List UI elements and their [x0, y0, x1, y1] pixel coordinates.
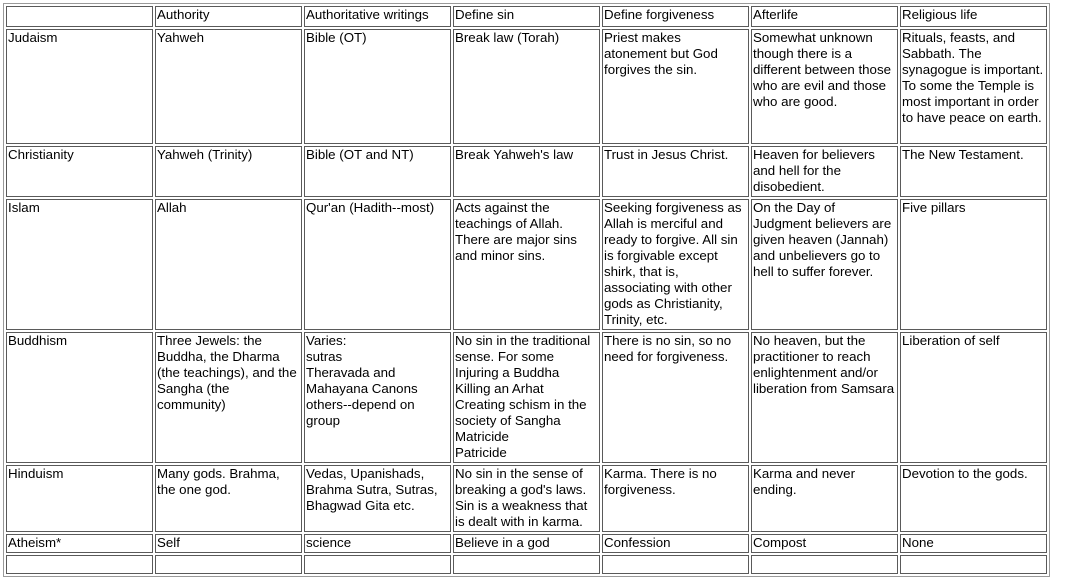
religion-comparison-table: [3, 3, 1050, 577]
cell-religion[interactable]: Judaism: [6, 29, 153, 144]
cell-forgiveness[interactable]: Confession: [602, 534, 749, 553]
cell-forgiveness[interactable]: There is no sin, so no need for forgiveness.: [602, 332, 749, 463]
cell-forgiveness[interactable]: Seeking forgiveness as Allah is merciful and ready to forgive. All sin is forgivable except shirk, that is, associating with other gods as Christianity, Trinity, etc.: [602, 199, 749, 330]
header-cell-blank[interactable]: [6, 6, 153, 27]
table-row-christianity: [6, 146, 1047, 197]
cell-empty[interactable]: [751, 555, 898, 574]
cell-writings[interactable]: Vedas, Upanishads, Brahma Sutra, Sutras, Bhagwad Gita etc.: [304, 465, 451, 532]
cell-forgiveness[interactable]: Priest makes atonement but God forgives the sin.: [602, 29, 749, 144]
table-row-buddhism: [6, 332, 1047, 463]
cell-religious-life[interactable]: Rituals, feasts, and Sabbath. The synagogue is important. To some the Temple is most important in order to have peace on earth.: [900, 29, 1047, 144]
header-cell-afterlife[interactable]: Afterlife: [751, 6, 898, 27]
cell-afterlife[interactable]: Compost: [751, 534, 898, 553]
cell-writings[interactable]: Qur'an (Hadith--most): [304, 199, 451, 330]
cell-sin[interactable]: No sin in the sense of breaking a god's laws. Sin is a weakness that is dealt with in karma.: [453, 465, 600, 532]
cell-forgiveness[interactable]: Karma. There is no forgiveness.: [602, 465, 749, 532]
cell-empty[interactable]: [155, 555, 302, 574]
cell-writings[interactable]: science: [304, 534, 451, 553]
cell-religion[interactable]: Buddhism: [6, 332, 153, 463]
cell-afterlife[interactable]: Karma and never ending.: [751, 465, 898, 532]
header-cell-define-forgiveness[interactable]: Define forgiveness: [602, 6, 749, 27]
cell-writings[interactable]: Varies: sutras Theravada and Mahayana Canons others--depend on group: [304, 332, 451, 463]
cell-empty[interactable]: [304, 555, 451, 574]
cell-religion[interactable]: Hinduism: [6, 465, 153, 532]
cell-authority[interactable]: Yahweh (Trinity): [155, 146, 302, 197]
table-row-atheism: [6, 534, 1047, 553]
cell-writings[interactable]: Bible (OT and NT): [304, 146, 451, 197]
table-row-judaism: [6, 29, 1047, 144]
cell-sin[interactable]: No sin in the traditional sense. For some Injuring a Buddha Killing an Arhat Creating schism in the society of Sangha Matricide Patricide: [453, 332, 600, 463]
cell-afterlife[interactable]: No heaven, but the practitioner to reach enlightenment and/or liberation from Samsara: [751, 332, 898, 463]
cell-sin[interactable]: Break law (Torah): [453, 29, 600, 144]
cell-religious-life[interactable]: The New Testament.: [900, 146, 1047, 197]
cell-religious-life[interactable]: None: [900, 534, 1047, 553]
cell-authority[interactable]: Yahweh: [155, 29, 302, 144]
cell-authority[interactable]: Allah: [155, 199, 302, 330]
cell-sin[interactable]: Acts against the teachings of Allah. There are major sins and minor sins.: [453, 199, 600, 330]
cell-empty[interactable]: [453, 555, 600, 574]
table-row-empty: [6, 555, 1047, 574]
header-row: [6, 6, 1047, 27]
cell-afterlife[interactable]: On the Day of Judgment believers are given heaven (Jannah) and unbelievers go to hell to suffer forever.: [751, 199, 898, 330]
cell-religion[interactable]: Atheism*: [6, 534, 153, 553]
header-cell-authoritative-writings[interactable]: Authoritative writings: [304, 6, 451, 27]
table-row-hinduism: [6, 465, 1047, 532]
table-row-islam: [6, 199, 1047, 330]
cell-afterlife[interactable]: Heaven for believers and hell for the disobedient.: [751, 146, 898, 197]
cell-empty[interactable]: [900, 555, 1047, 574]
cell-religion[interactable]: Christianity: [6, 146, 153, 197]
header-cell-define-sin[interactable]: Define sin: [453, 6, 600, 27]
cell-empty[interactable]: [602, 555, 749, 574]
cell-authority[interactable]: Self: [155, 534, 302, 553]
cell-afterlife[interactable]: Somewhat unknown though there is a different between those who are evil and those who are good.: [751, 29, 898, 144]
cell-empty[interactable]: [6, 555, 153, 574]
cell-religious-life[interactable]: Devotion to the gods.: [900, 465, 1047, 532]
cell-religion[interactable]: Islam: [6, 199, 153, 330]
cell-sin[interactable]: Believe in a god: [453, 534, 600, 553]
header-cell-religious-life[interactable]: Religious life: [900, 6, 1047, 27]
cell-sin[interactable]: Break Yahweh's law: [453, 146, 600, 197]
cell-authority[interactable]: Three Jewels: the Buddha, the Dharma (the teachings), and the Sangha (the community): [155, 332, 302, 463]
cell-authority[interactable]: Many gods. Brahma, the one god.: [155, 465, 302, 532]
cell-religious-life[interactable]: Liberation of self: [900, 332, 1047, 463]
header-cell-authority[interactable]: Authority: [155, 6, 302, 27]
cell-religious-life[interactable]: Five pillars: [900, 199, 1047, 330]
cell-forgiveness[interactable]: Trust in Jesus Christ.: [602, 146, 749, 197]
cell-writings[interactable]: Bible (OT): [304, 29, 451, 144]
